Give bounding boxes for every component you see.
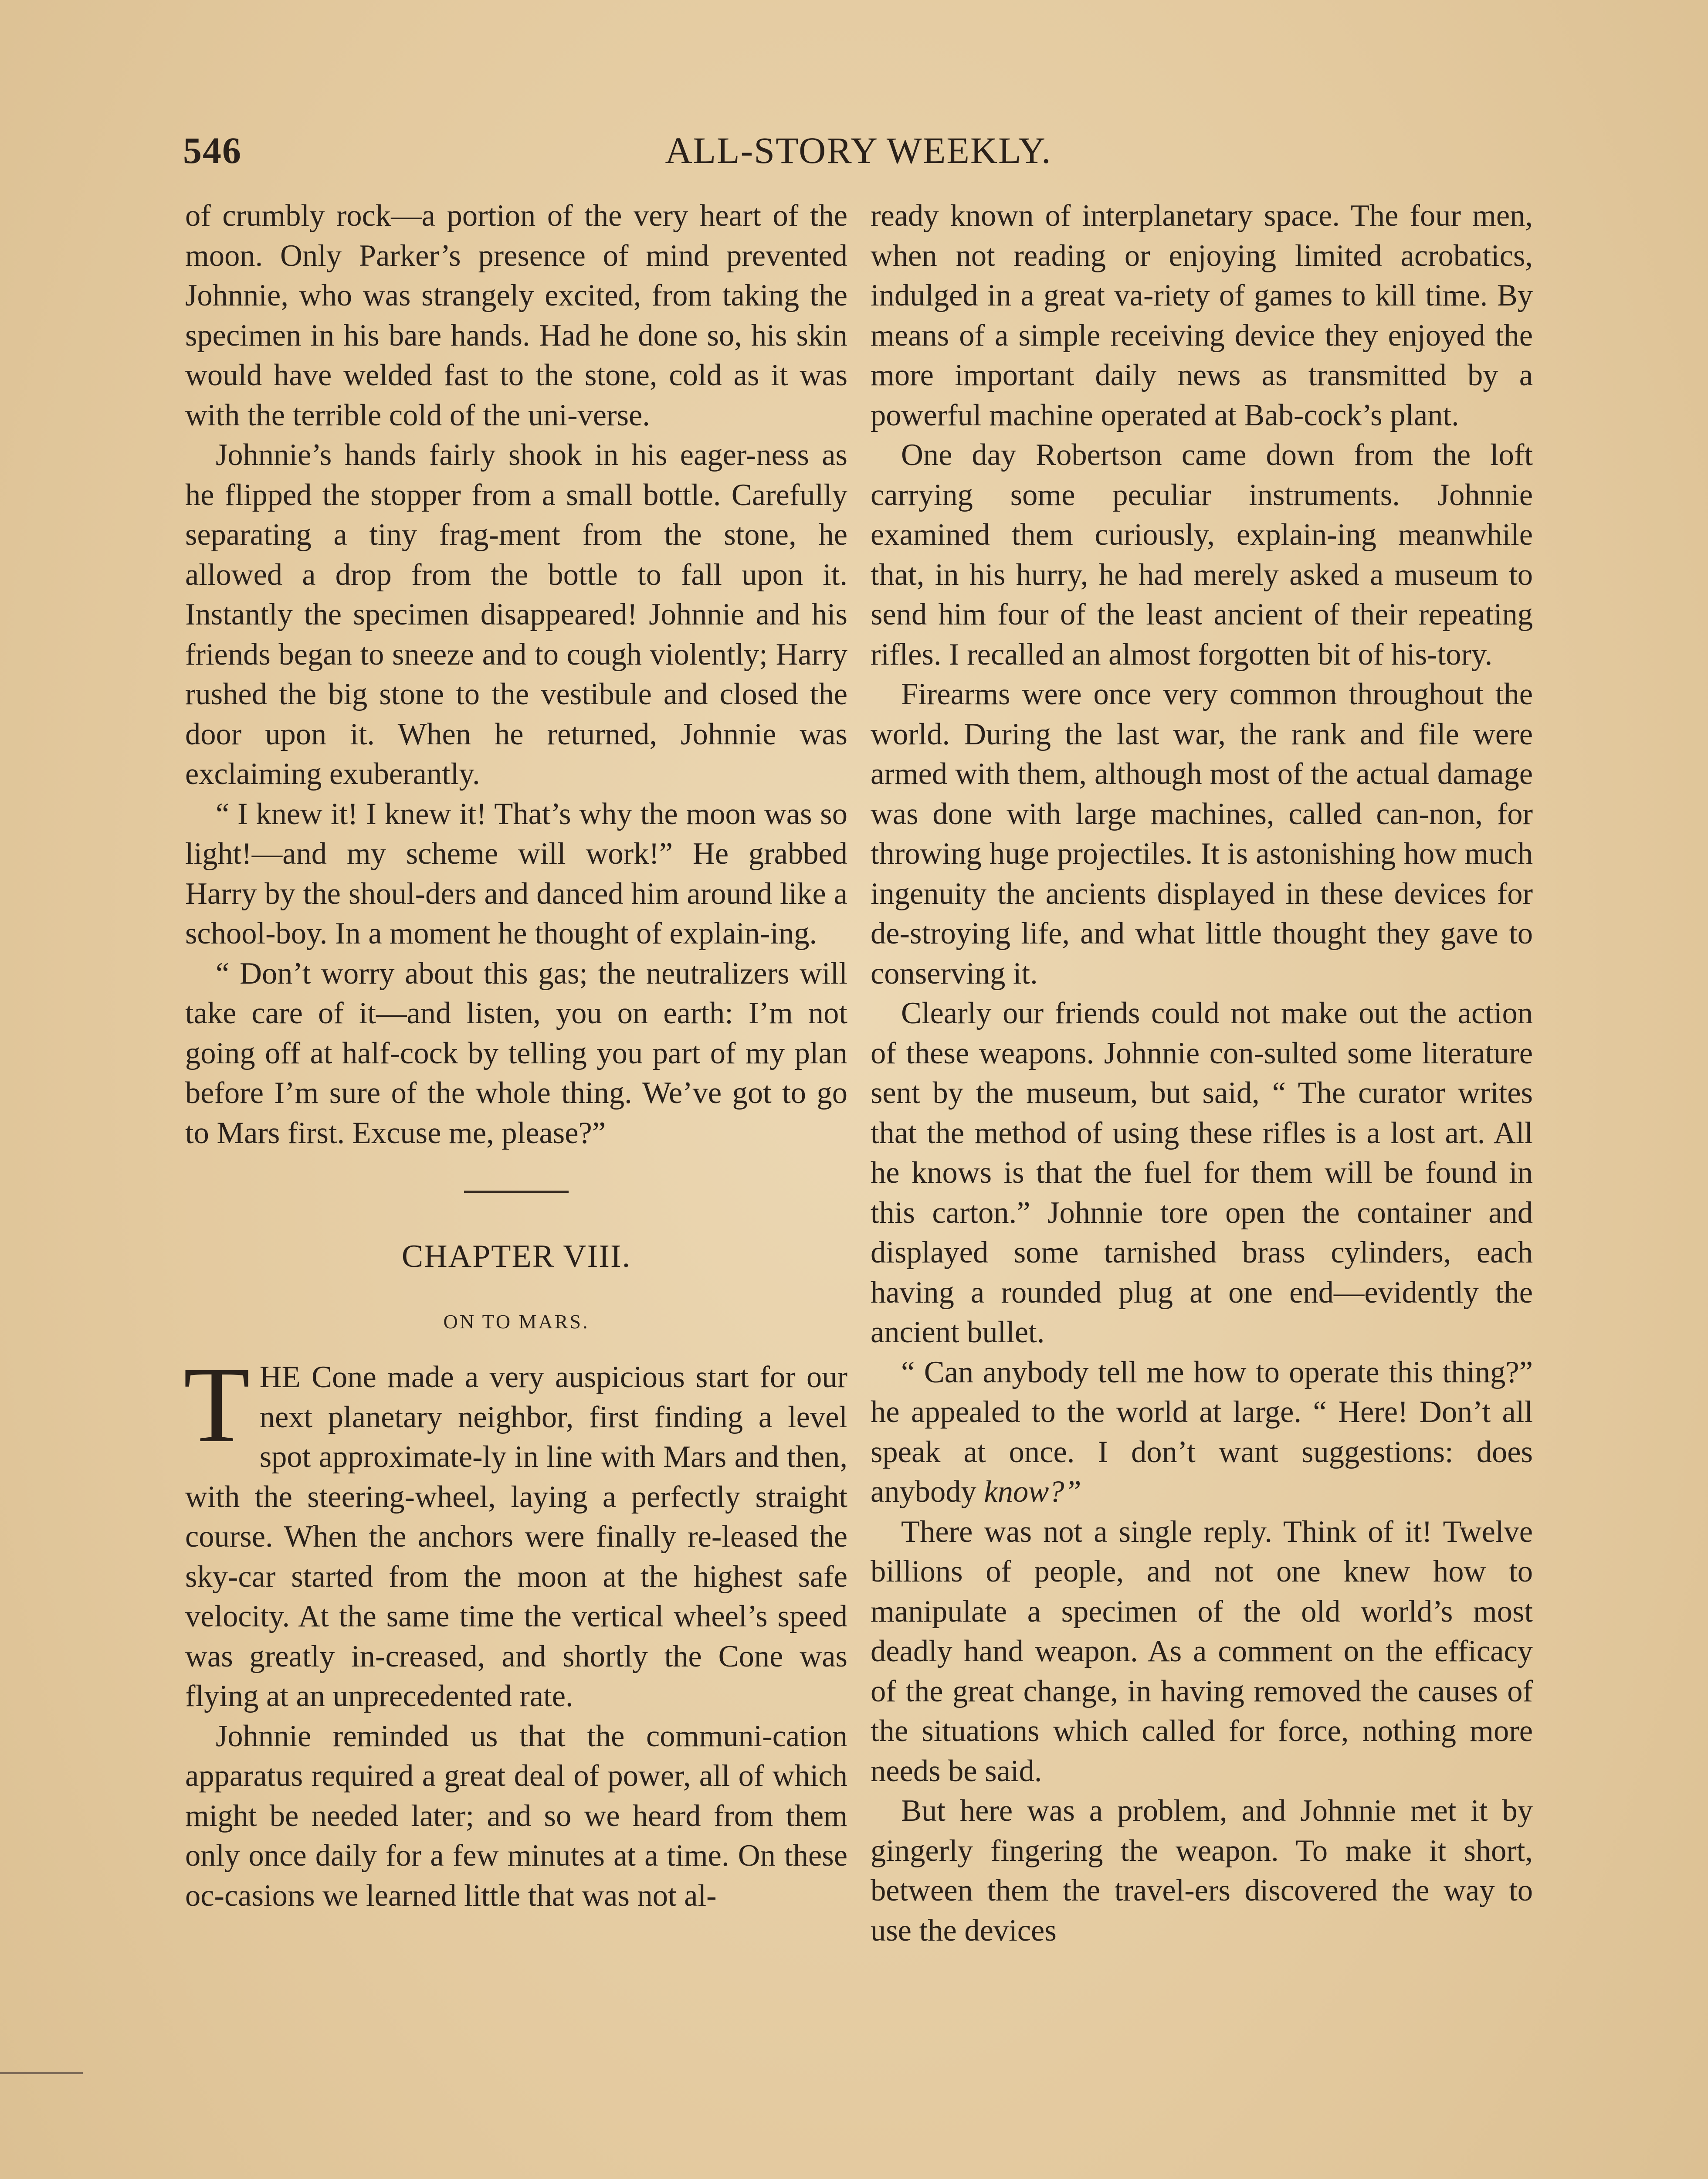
drop-cap: T [183, 1344, 250, 1465]
right-paragraph-4: Clearly our friends could not make out the action of these weapons. Johnnie con-sulted some literature sent by the museum, but said, “ The curator writes that the method of using these rifles is a lost art. All he knows is that the fuel for them will be found in this carton.” Johnnie tore open the container and displayed some tarnished brass cylinders, each having a rounded plug at one end—evidently the ancient bullet. [871, 996, 1533, 1349]
right-column [871, 196, 1533, 1951]
chapter-title: CHAPTER VIII. [401, 1239, 631, 1274]
right-paragraph-5-text: “ Can anybody tell me how to operate this thing?” he appealed to the world at large. “ Here! Don’t all speak at once. I don’t want suggestions: does anybody [871, 1355, 1533, 1509]
chapter-opening-paragraph [183, 1344, 847, 1717]
margin-line [0, 2072, 83, 2074]
left-paragraph-1: of crumbly rock—a portion of the very heart of the moon. Only Parker’s presence of mind prevented Johnnie, who was strangely excited, from taking the specimen in his bare hands. Had he done so, his skin would have welded fast to the stone, cold as it was with the terrible cold of the uni-verse. [185, 199, 847, 432]
left-paragraph-4: “ Don’t worry about this gas; the neutralizers will take care of it—and listen, you on earth: I’m not going off at half-cock by telling you part of my plan before I’m sure of the whole thing. We’ve got to go to Mars first. Excuse me, please?” [185, 956, 847, 1150]
running-title: ALL-STORY WEEKLY. [665, 129, 1052, 171]
right-paragraph-5 [871, 1353, 1533, 1512]
left-paragraph-2: Johnnie’s hands fairly shook in his eager-ness as he flipped the stopper from a small bottle. Carefully separating a tiny frag-ment from the stone, he allowed a drop from the bottle to fall upon it. Instantly the specimen disappeared! Johnnie and his friends began to sneeze and to cough violently; Harry rushed the big stone to the vestibule and closed the door upon it. When he returned, Johnnie was exclaiming exuberantly. [185, 438, 847, 791]
chapter-opening-text: HE Cone made a very auspicious start for our next planetary neighbor, first finding a level spot approximate-ly in line with Mars and then, with the steering-wheel, laying a perfectly straight course. When the anchors were finally re-leased the sky-car started from the moon at the highest safe velocity. At the same time the vertical wheel’s speed was greatly in-creased, and shortly the Cone was flying at an unprecedented rate. [185, 1360, 847, 1713]
page-header [183, 124, 1534, 176]
page-number: 546 [183, 129, 242, 171]
right-paragraph-2: One day Robertson came down from the loft carrying some peculiar instruments. Johnnie examined them curiously, explain-ing meanwhile that, in his hurry, he had merely asked a museum to send him four of the least ancient of their repeating rifles. I recalled an almost forgotten bit of his-tory. [871, 438, 1533, 672]
left-column [185, 196, 847, 1916]
emphasized-word: know?” [984, 1475, 1081, 1509]
right-paragraph-1: ready known of interplanetary space. The four men, when not reading or enjoying limited acrobatics, indulged in a great va-riety of games to kill time. By means of a simple receiving device they enjoyed the more important daily news as transmitted by a powerful machine operated at Bab-cock’s plant. [871, 199, 1533, 432]
left-paragraph-6: Johnnie reminded us that the communi-cation apparatus required a great deal of power, all of which might be needed later; and so we heard from them only once daily for a few minutes at a time. On these oc-casions we learned little that was not al- [185, 1719, 847, 1913]
left-paragraph-3: “ I knew it! I knew it! That’s why the moon was so light!—and my scheme will work!” He grabbed Harry by the shoul-ders and danced him around like a school-boy. In a moment he thought of explain-ing. [185, 797, 847, 950]
chapter-subtitle: ON TO MARS. [443, 1310, 590, 1333]
right-paragraph-6: There was not a single reply. Think of it! Twelve billions of people, and not one knew how to manipulate a specimen of the old world’s most deadly hand weapon. As a comment on the efficacy of the great change, in having removed the causes of the situations which called for force, nothing more needs be said. [871, 1514, 1533, 1788]
right-paragraph-7: But here was a problem, and Johnnie met it by gingerly fingering the weapon. To make it short, between them the travel-ers discovered the way to use the devices [871, 1794, 1533, 1948]
section-divider [464, 1191, 569, 1193]
right-paragraph-3: Firearms were once very common throughout the world. During the last war, the rank and file were armed with them, although most of the actual damage was done with large machines, called can-non, for throwing huge projectiles. It is astonishing how much ingenuity the ancients displayed in these devices for de-stroying life, and what little thought they gave to conserving it. [871, 677, 1533, 991]
